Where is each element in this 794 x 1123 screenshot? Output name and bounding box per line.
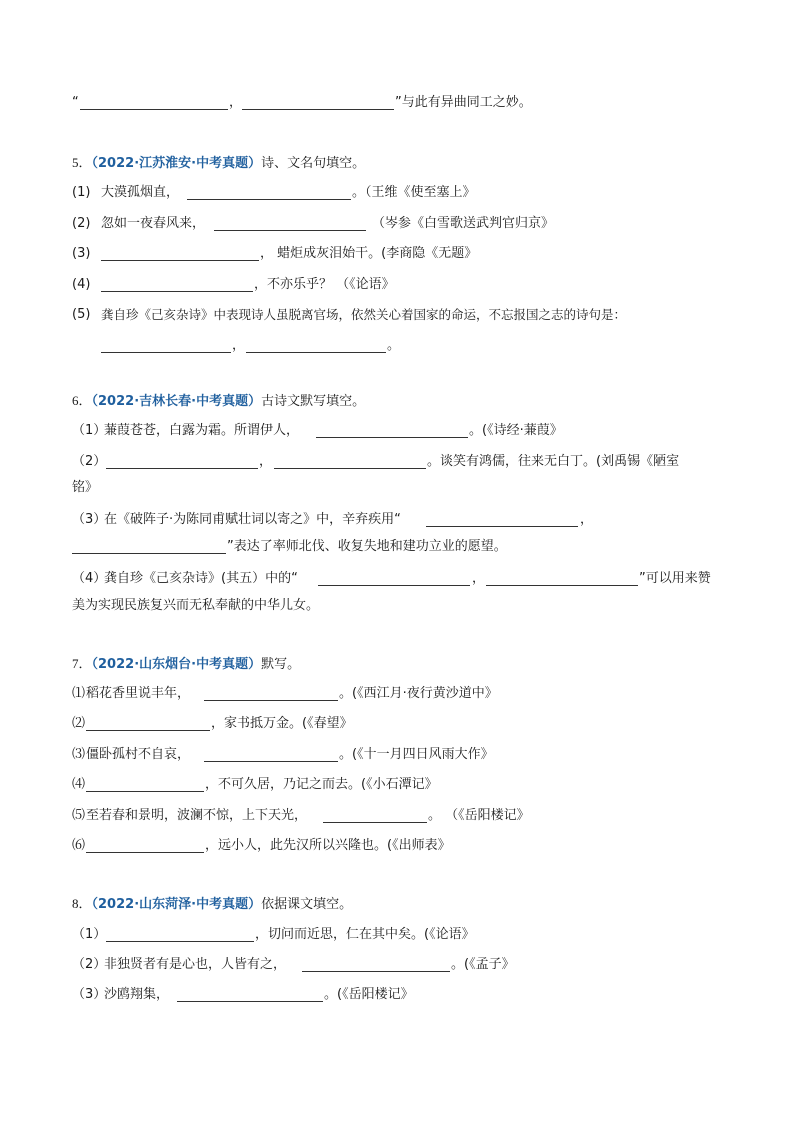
item-text: 蒹葭苍苍，白露为霜。所谓伊人， bbox=[104, 423, 300, 438]
comma: ， bbox=[472, 571, 486, 586]
item-text: ，不可久居，乃记之而去。(《小石潭记》 bbox=[205, 777, 438, 792]
question-number: 6． bbox=[72, 393, 92, 408]
item-label: ⑶ bbox=[72, 747, 86, 762]
item-label: （3） bbox=[72, 987, 107, 1002]
question-prompt: 依据课文填空。 bbox=[261, 897, 353, 912]
item-source: 。(《诗经·蒹葭》 bbox=[469, 423, 563, 438]
intro-tail: ”与此有异曲同工之妙。 bbox=[395, 95, 532, 110]
question-number: 5． bbox=[72, 155, 92, 170]
item-text: 美为实现民族复兴而无私奉献的中华儿女。 bbox=[72, 598, 320, 613]
item-text: ， 蜡炬成灰泪始干。(李商隐《无题》 bbox=[260, 246, 478, 261]
question-number: 7． bbox=[72, 656, 92, 671]
item-label: ⑴ bbox=[72, 686, 86, 701]
item-text: ，切问而近思，仁在其中矣。(《论语》 bbox=[255, 927, 475, 942]
answer-blank[interactable] bbox=[204, 761, 338, 762]
period: 。 bbox=[387, 338, 401, 353]
item-text: 沙鸥翔集， bbox=[104, 987, 170, 1002]
answer-blank[interactable] bbox=[101, 260, 259, 261]
comma: ， bbox=[259, 454, 273, 469]
item-text: ”表达了率师北伐、收复失地和建功立业的愿望。 bbox=[227, 539, 507, 554]
comma: ， bbox=[229, 95, 243, 110]
item-source: 。(《十一月四日风雨大作》 bbox=[339, 747, 494, 762]
item-label: ⑹ bbox=[72, 838, 86, 853]
item-text: 铭》 bbox=[72, 480, 99, 495]
item-label: （2） bbox=[72, 454, 107, 469]
answer-blank[interactable] bbox=[86, 791, 204, 792]
item-source: （岑参《白雪歌送武判官归京》 bbox=[372, 216, 555, 231]
answer-blank[interactable] bbox=[86, 730, 210, 731]
answer-blank[interactable] bbox=[72, 553, 226, 554]
item-text: ”可以用来赞 bbox=[639, 571, 711, 586]
item-label: (1) bbox=[72, 185, 91, 200]
item-text: 龚自珍《己亥杂诗》(其五）中的“ bbox=[104, 571, 298, 586]
answer-blank[interactable] bbox=[318, 585, 470, 586]
question-number: 8． bbox=[72, 896, 92, 911]
item-text: 。谈笑有鸿儒，往来无白丁。(刘禹锡《陋室 bbox=[427, 454, 680, 469]
question-source: （2022·山东烟台·中考真题） bbox=[91, 657, 262, 672]
item-text: 稻花香里说丰年， bbox=[86, 686, 191, 701]
answer-blank[interactable] bbox=[177, 1001, 323, 1002]
item-source: 。(《西江月·夜行黄沙道中》 bbox=[339, 686, 498, 701]
item-label: (5) bbox=[72, 307, 91, 322]
item-label: （1） bbox=[72, 927, 107, 942]
item-label: (2) bbox=[72, 216, 91, 231]
item-label: ⑷ bbox=[72, 777, 86, 792]
question-source: （2022·吉林长春·中考真题） bbox=[91, 394, 262, 409]
item-source: 。 （《岳阳楼记》 bbox=[428, 808, 530, 823]
answer-blank[interactable] bbox=[246, 352, 386, 353]
item-source: 。（王维《使至塞上》 bbox=[352, 185, 476, 200]
answer-blank[interactable] bbox=[106, 468, 258, 469]
item-label: （2） bbox=[72, 957, 107, 972]
answer-blank[interactable] bbox=[426, 526, 578, 527]
answer-blank[interactable] bbox=[214, 230, 366, 231]
answer-blank[interactable] bbox=[187, 199, 351, 200]
comma: ， bbox=[232, 338, 246, 353]
answer-blank[interactable] bbox=[101, 352, 231, 353]
question-source: （2022·江苏淮安·中考真题） bbox=[91, 156, 262, 171]
question-prompt: 默写。 bbox=[261, 657, 301, 672]
item-text: 大漠孤烟直， bbox=[101, 185, 180, 200]
item-source: 。(《孟子》 bbox=[451, 957, 515, 972]
answer-blank[interactable] bbox=[242, 109, 394, 110]
answer-blank[interactable] bbox=[302, 971, 450, 972]
answer-blank[interactable] bbox=[204, 700, 338, 701]
item-text: 非独贤者有是心也，人皆有之， bbox=[104, 957, 287, 972]
item-label: (3) bbox=[72, 246, 91, 261]
answer-blank[interactable] bbox=[274, 468, 426, 469]
answer-blank[interactable] bbox=[316, 437, 468, 438]
item-source: 。(《岳阳楼记》 bbox=[324, 987, 414, 1002]
answer-blank[interactable] bbox=[80, 109, 228, 110]
answer-blank[interactable] bbox=[101, 291, 253, 292]
item-text: ，不亦乐乎？ （《论语》 bbox=[254, 277, 395, 292]
answer-blank[interactable] bbox=[486, 585, 638, 586]
item-text: 至若春和景明，波澜不惊，上下天光， bbox=[86, 808, 308, 823]
open-quote: “ bbox=[72, 95, 79, 110]
item-text: 僵卧孤村不自哀， bbox=[86, 747, 191, 762]
item-label: （3） bbox=[72, 512, 107, 527]
item-text: 龚自珍《己亥杂诗》中表现诗人虽脱离官场，依然关心着国家的命运，不忘报国之志的诗句是： bbox=[101, 307, 627, 322]
item-label: （1） bbox=[72, 423, 107, 438]
question-prompt: 古诗文默写填空。 bbox=[261, 394, 366, 409]
item-label: ⑸ bbox=[72, 808, 86, 823]
item-label: ⑵ bbox=[72, 716, 86, 731]
item-label: （4） bbox=[72, 571, 107, 586]
item-text: ，远小人，此先汉所以兴隆也。(《出师表》 bbox=[205, 838, 451, 853]
item-label: (4) bbox=[72, 277, 91, 292]
answer-blank[interactable] bbox=[86, 852, 204, 853]
question-prompt: 诗、文名句填空。 bbox=[261, 156, 366, 171]
comma: ， bbox=[580, 512, 594, 527]
item-text: 在《破阵子·为陈同甫赋壮词以寄之》中，辛弃疾用“ bbox=[104, 512, 401, 527]
answer-blank[interactable] bbox=[323, 822, 427, 823]
item-text: 忽如一夜春风来， bbox=[101, 216, 206, 231]
item-text: ，家书抵万金。(《春望》 bbox=[211, 716, 353, 731]
question-source: （2022·山东菏泽·中考真题） bbox=[91, 897, 262, 912]
answer-blank[interactable] bbox=[106, 941, 254, 942]
